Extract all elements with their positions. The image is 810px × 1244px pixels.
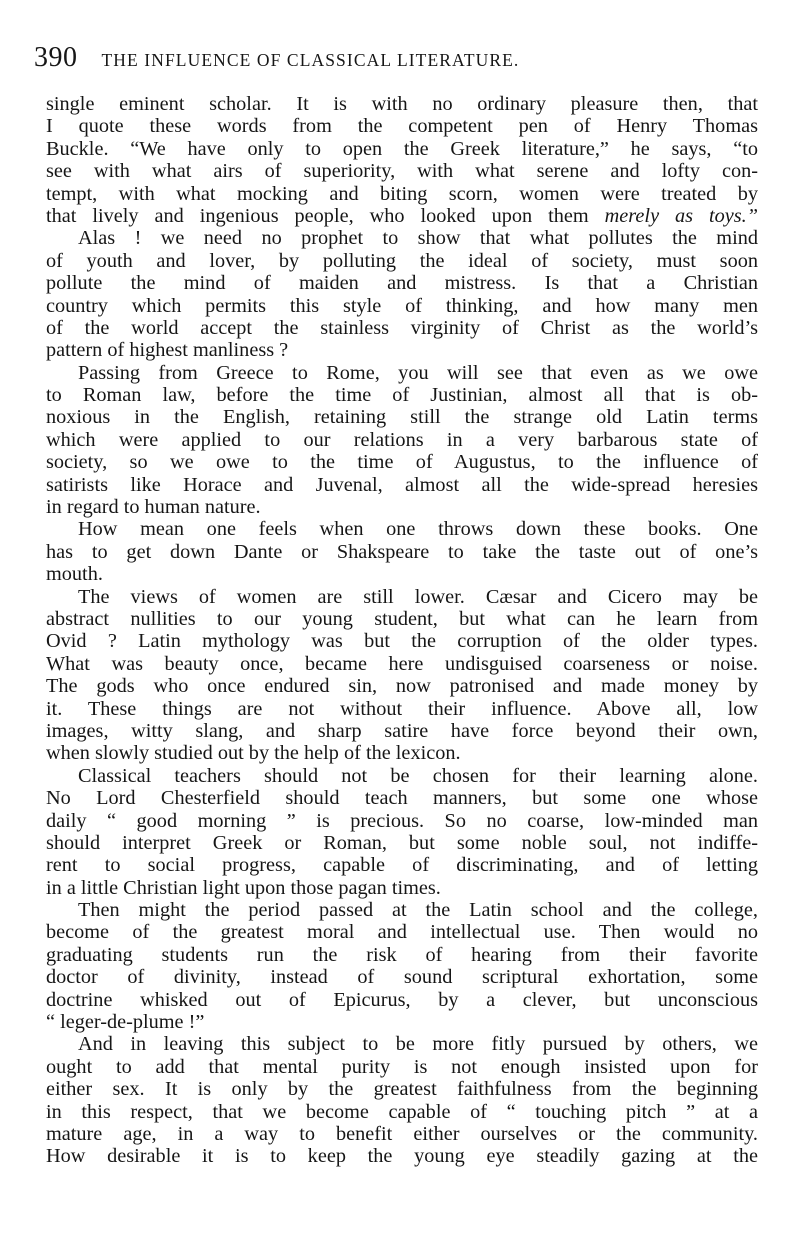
- text-line: [46, 877, 758, 899]
- text-line: [46, 227, 758, 249]
- text-line: [46, 1101, 758, 1123]
- text-line-content: daily “ good morning ” is precious. So no coarse, low-minded man: [46, 809, 758, 832]
- text-line: [46, 653, 758, 675]
- text-line-content: mouth.: [46, 563, 103, 586]
- text-line-content: doctrine whisked out of Epicurus, by a clever, but unconscious: [46, 988, 758, 1011]
- text-line-content: either sex. It is only by the greatest faithfulness from the beginning: [46, 1078, 758, 1101]
- text-line: [46, 474, 758, 496]
- text-line-content: of youth and lover, by polluting the ideal of society, must soon: [46, 249, 758, 272]
- text-line-content: in a little Christian light upon those pagan times.: [46, 876, 441, 899]
- text-line-content: should interpret Greek or Roman, but some noble soul, not indiffe-: [46, 831, 758, 854]
- page-header: [34, 42, 774, 82]
- text-line: [46, 989, 758, 1011]
- text-line-content: And in leaving this subject to be more fitly pursued by others, we: [78, 1033, 758, 1056]
- text-line-content: mature age, in a way to benefit either ourselves or the community.: [46, 1122, 758, 1145]
- page-number: 390: [34, 42, 78, 73]
- text-line-content: see with what airs of superiority, with what serene and lofty con-: [46, 160, 758, 183]
- text-line: [46, 608, 758, 630]
- text-line: [46, 1011, 758, 1033]
- text-line: [46, 1033, 758, 1055]
- text-line-content: has to get down Dante or Shakspeare to take the taste out of one’s: [46, 540, 758, 563]
- text-line: [46, 810, 758, 832]
- text-line: [46, 205, 758, 227]
- text-line-content: Classical teachers should not be chosen for their learning alone.: [78, 764, 758, 787]
- text-line-content: ought to add that mental purity is not enough insisted upon for: [46, 1055, 758, 1078]
- text-line: [46, 630, 758, 652]
- text-line: [46, 339, 758, 361]
- text-line: [46, 787, 758, 809]
- text-line-content: it. These things are not without their influence. Above all, low: [46, 697, 758, 720]
- text-line: [46, 1123, 758, 1145]
- text-line-content: What was beauty once, became here undisguised coarseness or noise.: [46, 652, 758, 675]
- text-line: [46, 317, 758, 339]
- text-line: [46, 384, 758, 406]
- text-line-content: The gods who once endured sin, now patronised and made money by: [46, 675, 758, 698]
- text-line: [46, 138, 758, 160]
- text-line: [46, 742, 758, 764]
- text-line: [46, 451, 758, 473]
- text-line: [46, 832, 758, 854]
- text-line: [46, 183, 758, 205]
- text-line: [46, 966, 758, 988]
- text-line-content: that lively and ingenious people, who looked upon them: [46, 204, 589, 227]
- text-line: [46, 496, 758, 518]
- text-line: [46, 765, 758, 787]
- text-line-content: society, so we owe to the time of Augustus, to the influence of: [46, 451, 758, 474]
- text-line: [46, 1078, 758, 1100]
- text-line: [46, 698, 758, 720]
- text-line-content: Alas ! we need no prophet to show that what pollutes the mind: [78, 227, 758, 250]
- text-line: [46, 250, 758, 272]
- text-line: [46, 944, 758, 966]
- text-line-content: Passing from Greece to Rome, you will see that even as we owe: [78, 361, 758, 384]
- text-line-content: How mean one feels when one throws down these books. One: [78, 518, 758, 541]
- text-line: [46, 854, 758, 876]
- text-line-content: in regard to human nature.: [46, 496, 261, 519]
- text-line-content: of the world accept the stainless virginity of Christ as the world’s: [46, 316, 758, 339]
- text-line: [46, 1056, 758, 1078]
- text-line-content: become of the greatest moral and intellectual use. Then would no: [46, 921, 758, 944]
- text-line-content: when slowly studied out by the help of the lexicon.: [46, 742, 461, 765]
- text-line: [46, 429, 758, 451]
- text-line-content: Ovid ? Latin mythology was but the corruption of the older types.: [46, 630, 758, 653]
- text-line-content: single eminent scholar. It is with no ordinary pleasure then, that: [46, 93, 758, 115]
- text-line-content: rent to social progress, capable of discriminating, and of letting: [46, 854, 758, 877]
- body-text: [46, 93, 758, 1168]
- text-line: [46, 272, 758, 294]
- text-line: [46, 675, 758, 697]
- running-title: THE INFLUENCE OF CLASSICAL LITERATURE.: [101, 50, 520, 70]
- text-line-content: pattern of highest manliness ?: [46, 339, 289, 362]
- text-line-content: in this respect, that we become capable of “ touching pitch ” at a: [46, 1100, 758, 1123]
- text-line-content: doctor of divinity, instead of sound scriptural exhortation, some: [46, 966, 758, 989]
- text-line-content: images, witty slang, and sharp satire have force beyond their own,: [46, 719, 758, 742]
- text-line-content: Buckle. “We have only to open the Greek literature,” he says, “to: [46, 137, 758, 160]
- text-line-content: I quote these words from the competent pen of Henry Thomas: [46, 115, 758, 138]
- emphasized-text: merely as toys.”: [604, 204, 758, 227]
- text-line: [46, 160, 758, 182]
- text-line: [46, 406, 758, 428]
- text-line-content: tempt, with what mocking and biting scorn, women were treated by: [46, 182, 758, 205]
- text-line-content: The views of women are still lower. Cæsar and Cicero may be: [78, 585, 758, 608]
- text-line: [46, 921, 758, 943]
- text-line: [46, 899, 758, 921]
- text-line-content: graduating students run the risk of hearing from their favorite: [46, 943, 758, 966]
- text-line: [46, 563, 758, 585]
- text-line-content: No Lord Chesterfield should teach manners, but some one whose: [46, 787, 758, 810]
- text-line: [46, 518, 758, 540]
- text-line: [46, 1145, 758, 1167]
- text-line: [46, 720, 758, 742]
- text-line: [46, 115, 758, 137]
- text-line: [46, 541, 758, 563]
- text-line-content: pollute the mind of maiden and mistress. Is that a Christian: [46, 272, 758, 295]
- text-line: [46, 586, 758, 608]
- text-line: [46, 295, 758, 317]
- text-line-content: How desirable it is to keep the young eye steadily gazing at the: [46, 1145, 758, 1168]
- text-line-content: abstract nullities to our young student, but what can he learn from: [46, 607, 758, 630]
- text-line-content: Then might the period passed at the Latin school and the college,: [78, 899, 758, 922]
- text-line-content: to Roman law, before the time of Justinian, almost all that is ob-: [46, 384, 758, 407]
- text-line-content: “ leger-de-plume !”: [46, 1011, 205, 1034]
- text-line-content: country which permits this style of thinking, and how many men: [46, 294, 758, 317]
- text-line: [46, 93, 758, 115]
- text-line: [46, 362, 758, 384]
- text-line-content: noxious in the English, retaining still the strange old Latin terms: [46, 406, 758, 429]
- text-line-content: which were applied to our relations in a very barbarous state of: [46, 428, 758, 451]
- text-line-content: satirists like Horace and Juvenal, almost all the wide-spread heresies: [46, 473, 758, 496]
